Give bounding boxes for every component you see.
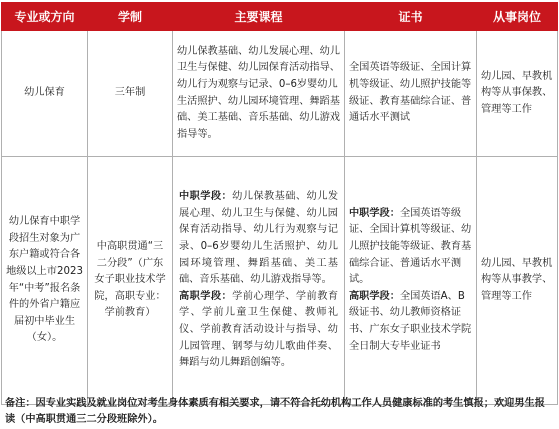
segment-label: 高职学段： xyxy=(179,290,233,302)
certificates-text: 全国英语等级证、全国计算机等级证、幼儿照护技能等级证、教育基础综合证、普通话水平测试 xyxy=(349,62,472,124)
cell-certificates xyxy=(345,157,477,405)
certificates-higher xyxy=(349,289,472,355)
table-row xyxy=(2,31,558,157)
cell-major: 幼儿保育中职学段招生对象为广东户籍或符合各地级以上市2023年“中考”报名条件的外省户籍应届初中毕业生（女）。 xyxy=(2,157,88,405)
cell-system: 中高职贯通“三二分段”（广东女子职业技术学院，高职专业：学前教育） xyxy=(88,157,173,405)
cell-courses xyxy=(173,157,345,405)
segment-text: 学前心理学、学前教育学、学前儿童卫生保健、教师礼仪、学前教育活动设计与指导、幼儿园管理、钢琴与幼儿歌曲伴奏、舞蹈与幼儿舞蹈创编等。 xyxy=(179,290,339,369)
cell-major: 幼儿保育 xyxy=(2,31,88,157)
header-certificates: 证书 xyxy=(345,3,477,31)
cell-system: 三年制 xyxy=(88,31,173,157)
courses-higher xyxy=(179,289,338,372)
certificates-secondary xyxy=(349,206,472,289)
footnote: 备注：因专业实践及就业岗位对考生身体素质有相关要求，请不符合托幼机构工作人员健康标准的考生慎报；欢迎男生报读（中高职贯通三二分段班除外）。 xyxy=(5,398,545,425)
header-courses: 主要课程 xyxy=(173,3,345,31)
header-system: 学制 xyxy=(88,3,173,31)
cell-courses xyxy=(173,31,345,157)
program-table xyxy=(1,2,558,405)
segment-text: 幼儿保教基础、幼儿发展心理、幼儿卫生与保健、幼儿园保育活动指导、幼儿行为观察与记录、0–6岁婴幼儿生活照护、幼儿园环境管理、舞蹈基础、美工基础、音乐基础、幼儿游戏指导等。 xyxy=(179,191,339,286)
header-major: 专业或方向 xyxy=(2,3,88,31)
cell-certificates xyxy=(345,31,477,157)
courses-secondary xyxy=(179,189,338,289)
cell-jobs: 幼儿园、早教机构等从事保教、管理等工作 xyxy=(477,31,558,157)
courses-text: 幼儿保教基础、幼儿发展心理、幼儿卫生与保健、幼儿园保育活动指导、幼儿行为观察与记录、0–6岁婴幼儿生活照护、幼儿园环境管理、舞蹈基础、美工基础、音乐基础、幼儿游戏指导等。 xyxy=(177,45,340,140)
segment-label: 中职学段： xyxy=(349,207,400,219)
segment-label: 中职学段： xyxy=(179,191,233,203)
table-row xyxy=(2,157,558,405)
segment-text: 全国英语A、B级证书、幼儿教师资格证书、广东女子职业技术学院全日制大专毕业证书 xyxy=(349,290,472,352)
cell-jobs: 幼儿园、早教机构等从事教学、管理等工作 xyxy=(477,157,558,405)
header-jobs: 从事岗位 xyxy=(477,3,558,31)
segment-text: 全国英语等级证、全国计算机等级证、幼儿照护技能等级证、教育基础综合证、普通话水平测试。 xyxy=(349,207,472,286)
segment-label: 高职学段： xyxy=(349,290,400,302)
table-header-row xyxy=(2,3,558,31)
